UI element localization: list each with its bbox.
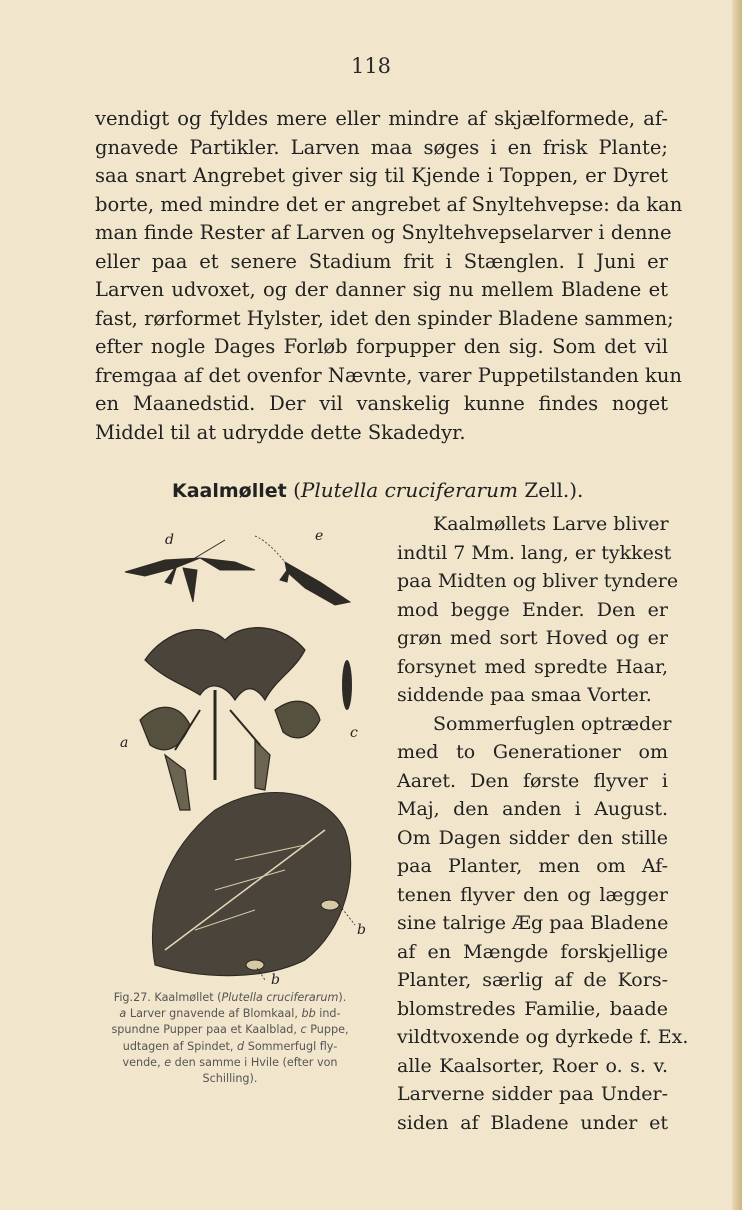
caption-species: Plutella cruciferarum (221, 991, 339, 1004)
text-line: blomstredes Familie, baade (397, 997, 668, 1020)
text-line: saa snart Angrebet giver sig til Kjende i Toppen, er Dyret (95, 164, 668, 187)
caption-text: spundne Pupper paa et Kaalblad, (111, 1023, 301, 1037)
text-line: sine talrige Æg paa Bladene (397, 912, 669, 934)
text-line: borte, med mindre det er angrebet af Snyltehvepse: da kan (95, 192, 683, 216)
section-heading (172, 476, 692, 505)
text-line: tenen flyver den og lægger (397, 883, 668, 906)
text-line: Planter, særlig af de Kors- (397, 969, 668, 991)
caption-letter: a (119, 1007, 127, 1021)
heading-species: Plutella cruciferarum (300, 478, 518, 502)
heading-author: Zell.). (524, 478, 584, 502)
caption-text: ind- (315, 1007, 341, 1021)
text-line: alle Kaalsorter, Roer o. s. v. (397, 1054, 668, 1077)
figure-label-b: b (271, 972, 280, 988)
text-line: gnavede Partikler. Larven maa søges i en frisk Plante; (95, 135, 668, 159)
text-line: fast, rørformet Hylster, idet den spinder Bladene sammen; (95, 306, 674, 330)
caption-letter: bb (301, 1007, 316, 1021)
text-line: med to Generationer om (397, 741, 668, 763)
caption-line: Schilling). (202, 1072, 258, 1086)
page-number: 118 (350, 54, 392, 78)
caption-line (80, 1055, 380, 1071)
figure-label-b: b (357, 922, 366, 938)
figure-drawing (105, 510, 385, 990)
text-line: efter nogle Dages Forløb forpupper den sig. Som det vil (95, 335, 668, 358)
caption-line (80, 1022, 380, 1038)
text-line: af en Mængde forskjellige (397, 940, 668, 963)
text-line: grøn med sort Hoved og er (397, 627, 668, 649)
text-line: siddende paa smaa Vorter. (397, 684, 652, 706)
heading-open: ( (293, 478, 301, 502)
caption-line (80, 1039, 380, 1055)
caption-text: den samme i Hvile (efter von (171, 1055, 338, 1069)
page-edge (732, 0, 742, 1210)
text-line: paa Midten og bliver tyndere (397, 570, 679, 592)
figure-label-c: c (350, 725, 358, 741)
caption-text: vende, (122, 1055, 165, 1069)
text-line: forsynet med spredte Haar, (397, 655, 668, 678)
figure-caption (80, 990, 380, 1087)
text-line: Larverne sidder paa Under- (397, 1083, 668, 1105)
caption-letter: c (300, 1023, 307, 1037)
text-line: paa Planter, men om Af- (397, 855, 668, 877)
caption-line (80, 990, 380, 1006)
moth-flying-d (125, 540, 255, 602)
text-line: man finde Rester af Larven og Snyltehvepselarver i denne (95, 221, 672, 244)
text-line: Maj, den anden i August. (397, 798, 668, 820)
text-line: Aaret. Den første flyver i (397, 769, 668, 792)
caption-text: udtagen af Spindet, (122, 1039, 238, 1053)
pupa-c (342, 660, 352, 710)
text-line: Sommerfuglen optræder (433, 712, 672, 735)
text-line: vendigt og fyldes mere eller mindre af skjælformede, af- (95, 107, 668, 130)
figure-illustration (105, 510, 385, 990)
text-line: siden af Bladene under et (397, 1111, 668, 1134)
caption-text: Sommerfugl fly- (244, 1039, 338, 1053)
side-paragraph (397, 510, 689, 1137)
text-line: Om Dagen sidder den stille (397, 826, 668, 849)
cabbage-plant (140, 628, 320, 810)
text-line: Middel til at udrydde dette Skadedyr. (95, 420, 466, 444)
figure-label-e: e (315, 528, 324, 544)
text-line: Kaalmøllets Larve bliver (433, 513, 669, 535)
moth-resting-e (255, 536, 350, 605)
figure-label-d: d (165, 532, 174, 548)
figure-label-a: a (120, 735, 129, 751)
text-line: Larven udvoxet, og der danner sig nu mellem Bladene et (95, 278, 668, 301)
text-line: mod begge Ender. Den er (397, 598, 668, 621)
caption-letter: d (237, 1039, 245, 1053)
caption-text: Larver gnavende af Blomkaal, (126, 1007, 302, 1021)
cabbage-leaf (153, 793, 351, 976)
caption-text: Puppe, (306, 1023, 349, 1037)
text-line: en Maanedstid. Der vil vanskelig kunne findes noget (95, 392, 668, 415)
text-line: eller paa et senere Stadium frit i Stænglen. I Juni er (95, 249, 668, 273)
text-line: fremgaa af det ovenfor Nævnte, varer Puppetilstanden kun (95, 363, 682, 387)
caption-line (80, 1006, 380, 1022)
text-line: indtil 7 Mm. lang, er tykkest (397, 541, 672, 564)
heading-genus: Kaalmøllet (172, 480, 287, 502)
text-line: vildtvoxende og dyrkede f. Ex. (397, 1026, 689, 1048)
caption-text: Fig.27. Kaalmøllet ( (113, 991, 222, 1004)
top-paragraph (95, 105, 683, 447)
caption-letter: e (164, 1055, 172, 1069)
caption-text: ). (338, 991, 347, 1004)
